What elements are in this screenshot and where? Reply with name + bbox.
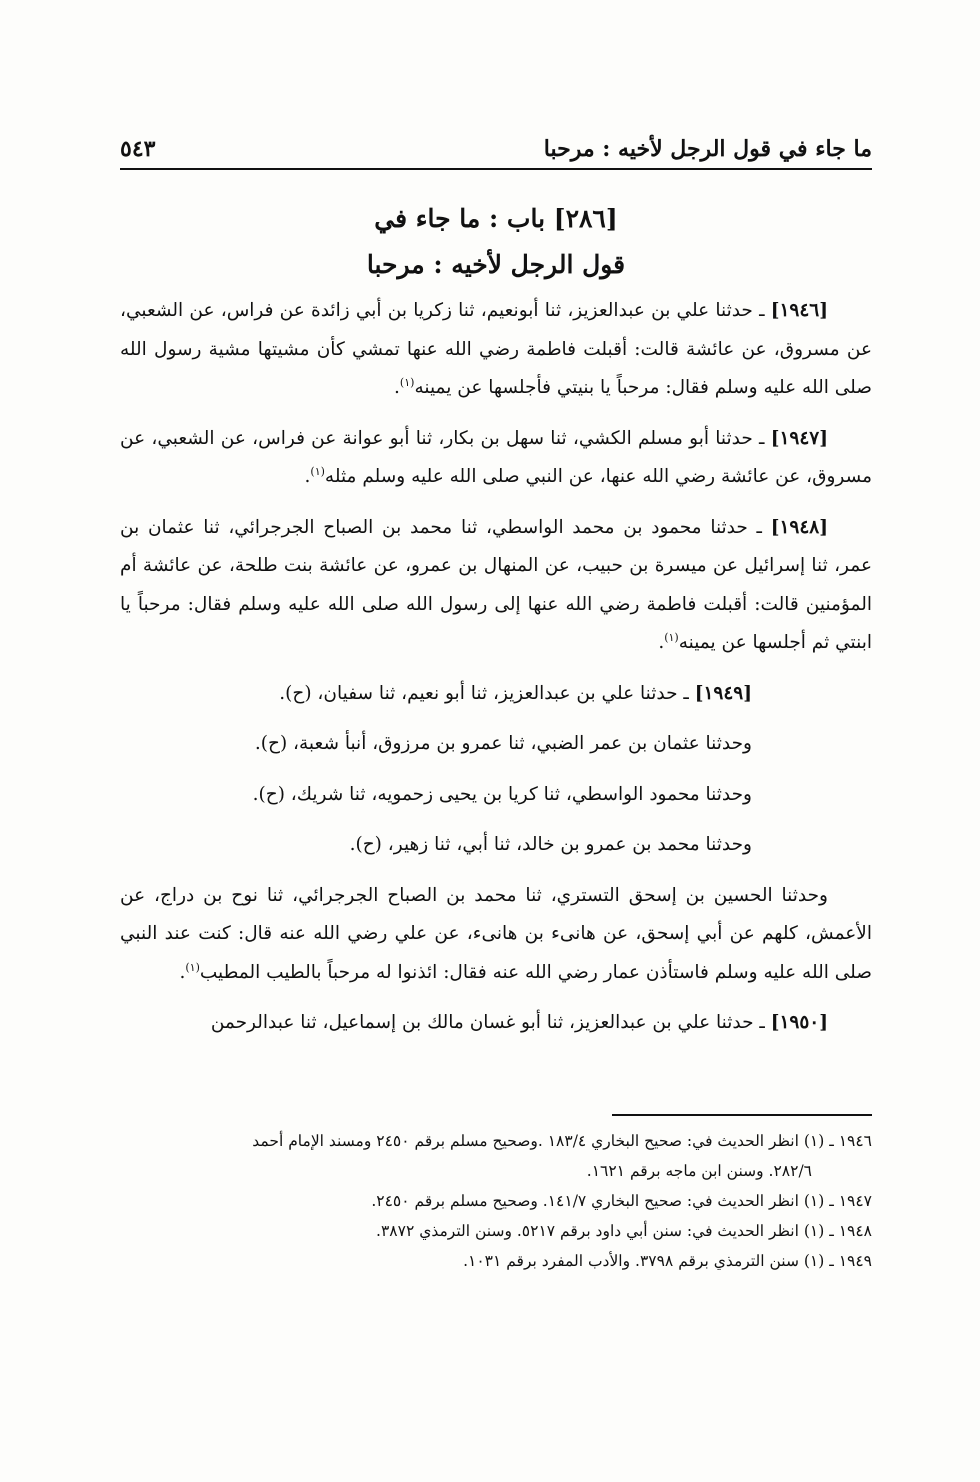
hadith-1949-chain-2 [120, 725, 872, 764]
footnote-divider [612, 1114, 872, 1116]
hadith-text: ـ حدثنا علي بن عبدالعزيز، ثنا أبونعيم، ثنا زكريا بن أبي زائدة عن فراس، عن الشعبي، عن مسروق، عن عائشة قالت: أقبلت فاطمة رضي الله عنها تمشي كأن مشيتها مشية رسول الله صلى الله عليه وسلم فقال: مرحباً يا بنيتي فأجلسها عن يمينه [120, 300, 872, 398]
chain-text: وحدثنا عثمان بن عمر الضبي، ثنا عمرو بن مرزوق، أنبأ شعبة، (ح). [254, 733, 752, 754]
page-number: ٥٤٣ [120, 136, 156, 162]
hadith-text: ـ حدثنا علي بن عبدالعزيز، ثنا أبو غسان مالك بن إسماعيل، ثنا عبدالرحمن [210, 1012, 765, 1033]
sentence-end: . [658, 632, 665, 653]
footnote-line-continuation: ٢٨٢/٦. وسنن ابن ماجه برقم ١٦٢١. [586, 1162, 812, 1180]
hadith-1949-chain-1 [120, 675, 872, 714]
hadith-text: ـ حدثنا محمود بن محمد الواسطي، ثنا محمد بن الصباح الجرجرائي، ثنا عثمان بن عمر، ثنا إسرائيل عن ميسرة بن حبيب، عن المنهال بن عمرو، عن عائشة بنت طلحة، عن عائشة أم المؤمنين قالت: أقبلت فاطمة رضي الله عنها إلى رسول الله صلى الله عليه وسلم فقال: مرحباً يا ابنتي ثم أجلسها عن يمينه [120, 516, 872, 653]
chain-text: وحدثنا محمد بن عمرو بن خالد، ثنا أبي، ثنا زهير، (ح). [349, 834, 752, 855]
hadith-1949-main [120, 877, 872, 993]
footnote-1946 [120, 1126, 872, 1186]
footnote-marker: (١) [310, 464, 325, 478]
hadith-text: وحدثنا الحسين بن إسحق التستري، ثنا محمد بن الصباح الجرجرائي، ثنا نوح بن دراج، عن الأعمش، كلهم عن أبي إسحق، عن هانىء بن هانىء، عن علي رضي الله عنه قال: كنت عند النبي صلى الله عليه وسلم فاستأذن عمار رضي الله عنه فقال: ائذنوا له مرحباً بالطيب المطيب [120, 884, 872, 983]
sentence-end: . [179, 961, 186, 983]
hadith-number: [١٩٤٩] [694, 682, 752, 704]
chapter-heading-line-2: قول الرجل لأخيه : مرحبا [366, 250, 626, 279]
hadith-1948 [120, 509, 872, 663]
footnote-1947 [120, 1186, 872, 1216]
hadith-number: [١٩٤٦] [770, 300, 828, 321]
hadith-number: [١٩٥٠] [770, 1012, 828, 1033]
footnote-line: ١٩٤٧ ـ (١) انظر الحديث في: صحيح البخاري ١٤١/٧. وصحيح مسلم برقم ٢٤٥٠. [371, 1192, 872, 1210]
footnote-marker: (١) [399, 375, 415, 389]
footnote-line: ١٩٤٨ ـ (١) انظر الحديث في: سنن أبي داود برقم ٥٢١٧. وسنن الترمذي ٣٨٧٢. [376, 1222, 872, 1240]
main-text [120, 292, 872, 1055]
hadith-number: [١٩٤٨] [770, 516, 828, 538]
footnote-marker: (١) [664, 630, 679, 644]
running-header [120, 120, 872, 170]
running-header-title: ما جاء في قول الرجل لأخيه : مرحبا [543, 136, 872, 162]
footnote-1948 [120, 1216, 872, 1246]
chapter-heading [120, 196, 872, 288]
hadith-1949-chain-4 [120, 826, 872, 865]
footnote-line: ١٩٤٩ ـ (١) سنن الترمذي برقم ٣٧٩٨. والأدب المفرد برقم ١٠٣١. [463, 1252, 872, 1270]
footnote-line: ١٩٤٦ ـ (١) انظر الحديث في: صحيح البخاري ١٨٣/٤ .وصحيح مسلم برقم ٢٤٥٠ ومسند الإمام أحمد [252, 1132, 872, 1150]
chain-text: وحدثنا محمود الواسطي، ثنا كريا بن يحيى زحمويه، ثنا شريك، (ح). [252, 783, 752, 805]
hadith-1946 [120, 292, 872, 408]
hadith-1950 [120, 1004, 872, 1043]
sentence-end: . [304, 466, 311, 487]
chapter-heading-line-1: [٢٨٦] باب : ما جاء في [374, 204, 618, 233]
footnote-marker: (١) [185, 960, 200, 974]
hadith-1949-chain-3 [120, 776, 872, 815]
hadith-1947 [120, 420, 872, 497]
footnotes [120, 1126, 872, 1276]
hadith-text: ـ حدثنا أبو مسلم الكشي، ثنا سهل بن بكار، ثنا أبو عوانة عن فراس، عن الشعبي، عن مسروق، عن عائشة رضي الله عنها، عن النبي صلى الله عليه وسلم مثله [120, 427, 872, 487]
footnote-1949 [120, 1246, 872, 1276]
hadith-number: [١٩٤٧] [770, 427, 828, 449]
sentence-end: . [394, 377, 400, 398]
chain-text: ـ حدثنا علي بن عبدالعزيز، ثنا أبو نعيم، ثنا سفيان، (ح). [279, 682, 689, 704]
